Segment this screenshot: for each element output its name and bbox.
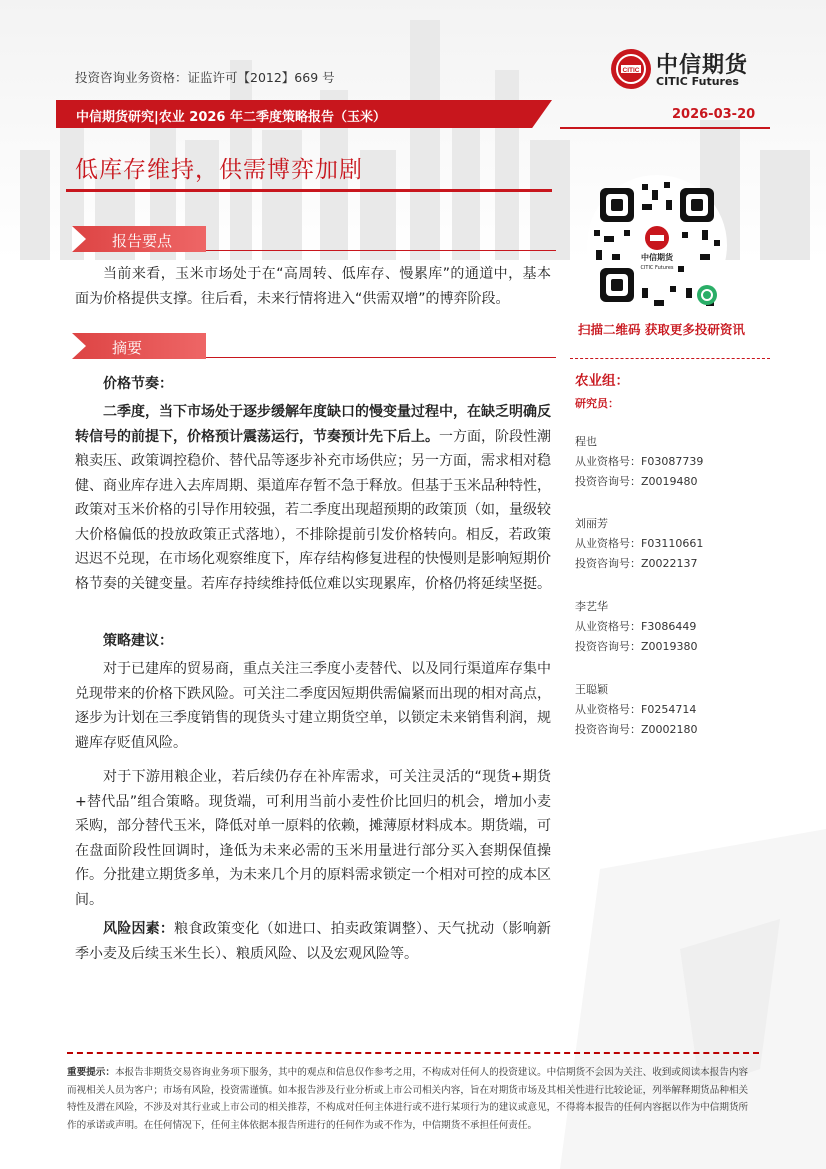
advice-number: Z0022137 <box>641 557 698 570</box>
logo-badge-text: CITIC <box>622 67 640 74</box>
summary-heading <box>72 333 554 359</box>
risk-label: 风险因素： <box>103 921 175 937</box>
heading-arrow-icon <box>72 226 86 252</box>
title-divider <box>66 189 552 192</box>
advice-number: Z0019480 <box>641 475 698 488</box>
risk-paragraph <box>75 917 551 966</box>
date-underline <box>560 127 770 129</box>
key-points-heading <box>72 226 554 252</box>
cert-number: F3086449 <box>641 620 697 633</box>
heading-arrow-icon <box>72 333 86 359</box>
researcher-card: 王聪颖 从业资格号：F0254714 投资咨询号：Z0002180 <box>575 680 698 740</box>
key-points-label: 报告要点 <box>112 232 173 250</box>
logo-english-name: CITIC Futures <box>656 75 739 88</box>
key-points-paragraph: 当前来看，玉米市场处于在“高周转、低库存、慢累库”的通道中，基本面为价格提供支撑。往后看，未来行情将进入“供需双增”的博弈阶段。 <box>75 266 551 307</box>
citic-logo-icon <box>610 48 652 90</box>
sidebar-divider <box>570 358 770 359</box>
advice-number: Z0019380 <box>641 640 698 653</box>
logo-chinese-name: 中信期货 <box>656 53 749 78</box>
report-title: 低库存维持，供需博弈加剧 <box>75 157 363 183</box>
researcher-card: 刘丽芳 从业资格号：F03110661 投资咨询号：Z0022137 <box>575 514 703 574</box>
report-date: 2026-03-20 <box>672 107 756 122</box>
company-logo <box>610 46 780 94</box>
researcher-card: 程也 从业资格号：F03087739 投资咨询号：Z0019480 <box>575 432 703 492</box>
cert-number: F03110661 <box>641 537 704 550</box>
disclaimer-label: 重要提示： <box>67 1067 115 1078</box>
price-rhythm-paragraph <box>75 400 551 596</box>
qr-center-cn: 中信期货 <box>641 253 673 262</box>
disclaimer <box>67 1064 757 1134</box>
price-rhythm-label: 价格节奏： <box>103 376 173 392</box>
cert-number: F03087739 <box>641 455 704 468</box>
banner-text: 中信期货研究|农业 2026 年二季度策略报告（玉米） <box>76 110 386 125</box>
strategy-label: 策略建议： <box>103 633 173 649</box>
cert-number: F0254714 <box>641 703 697 716</box>
qr-center-en: CITIC Futures <box>640 265 674 271</box>
researcher-card: 李艺华 从业资格号：F3086449 投资咨询号：Z0019380 <box>575 597 698 657</box>
advice-number: Z0002180 <box>641 723 698 736</box>
strategy-paragraph-1: 对于已建库的贸易商，重点关注三季度小麦替代、以及同行渠道库存集中兑现带来的价格下跌风险。可关注二季度因短期供需偏紧而出现的相对高点，逐步为计划在三季度销售的现货头寸建立期货空单，以锁定未来销售利润，规避库存贬值风险。 <box>75 661 551 751</box>
researcher-name: 程也 <box>575 435 597 448</box>
researcher-name: 李艺华 <box>575 600 608 613</box>
researcher-name: 王聪颖 <box>575 683 608 696</box>
research-group: 农业组： <box>575 373 629 389</box>
qr-code-icon <box>582 170 732 320</box>
summary-label: 摘要 <box>112 339 143 357</box>
price-rhythm-text: 一方面，阶段性潮粮卖压、政策调控稳价、替代品等逐步补充市场供应；另一方面，需求相对稳健、商业库存进入去库周期、渠道库存暂不急于释放。但基于玉米品种特性，政策对玉米价格的引导作用较强，若二季度出现超预期的政策顶（如，量级较大价格偏低的投放政策正式落地），不排除提前引发价格转向。相反，若政策迟迟不兑现，在市场化观察维度下，库存结构修复进程的快慢则是影响短期价格节奏的关键变量。若库存持续维持低位难以实现累库，价格仍将延续坚挺。 <box>75 428 551 592</box>
risk-text: 粮食政策变化（如进口、拍卖政策调整）、天气扰动（影响新季小麦及后续玉米生长）、粮质风险、以及宏观风险等。 <box>75 921 552 962</box>
disclaimer-text: 本报告非期货交易咨询业务项下服务，其中的观点和信息仅作参考之用，不构成对任何人的投资建议。中信期货不会因为关注、收到或阅读本报告内容而视相关人员为客户；市场有风险，投资需谨慎。如本报告涉及行业分析或上市公司相关内容，旨在对期货市场及其相关性进行比较论证，列举解释期货品种相关特性及潜在风险，不涉及对其行业或上市公司的相关推荐，不构成对任何主体进行或不进行某项行为的建议或意见，不得将本报告的任何内容据以作为中信期货所作的承诺或声明。在任何情况下，任何主体依据本报告所进行的任何作为或不作为，中信期货不承担任何责任。 <box>67 1067 749 1131</box>
strategy-paragraph-2: 对于下游用粮企业，若后续仍存在补库需求，可关注灵活的“现货+期货+替代品”组合策略。现货端，可利用当前小麦性价比回归的机会，增加小麦采购，部分替代玉米，降低对单一原料的依赖，摊薄原材料成本。期货端，可在盘面阶段性回调时，逢低为未来必需的玉米用量进行部分买入套期保值操作。分批建立期货多单，为未来几个月的原料需求锁定一个相对可控的成本区间。 <box>75 769 551 908</box>
qr-caption: 扫描二维码 获取更多投研资讯 <box>578 322 745 337</box>
price-rhythm-bold: 二季度，当下市场处于逐步缓解年度缺口的慢变量过程中，在缺乏明确反转信号的前提下，价格预计震荡运行，节奏预计先下后上。 <box>75 404 551 445</box>
qualification-text: 投资咨询业务资格：证监许可【2012】669 号 <box>75 70 335 85</box>
qr-code[interactable] <box>582 170 732 320</box>
researcher-name: 刘丽芳 <box>575 517 608 530</box>
researcher-label: 研究员： <box>575 397 619 410</box>
